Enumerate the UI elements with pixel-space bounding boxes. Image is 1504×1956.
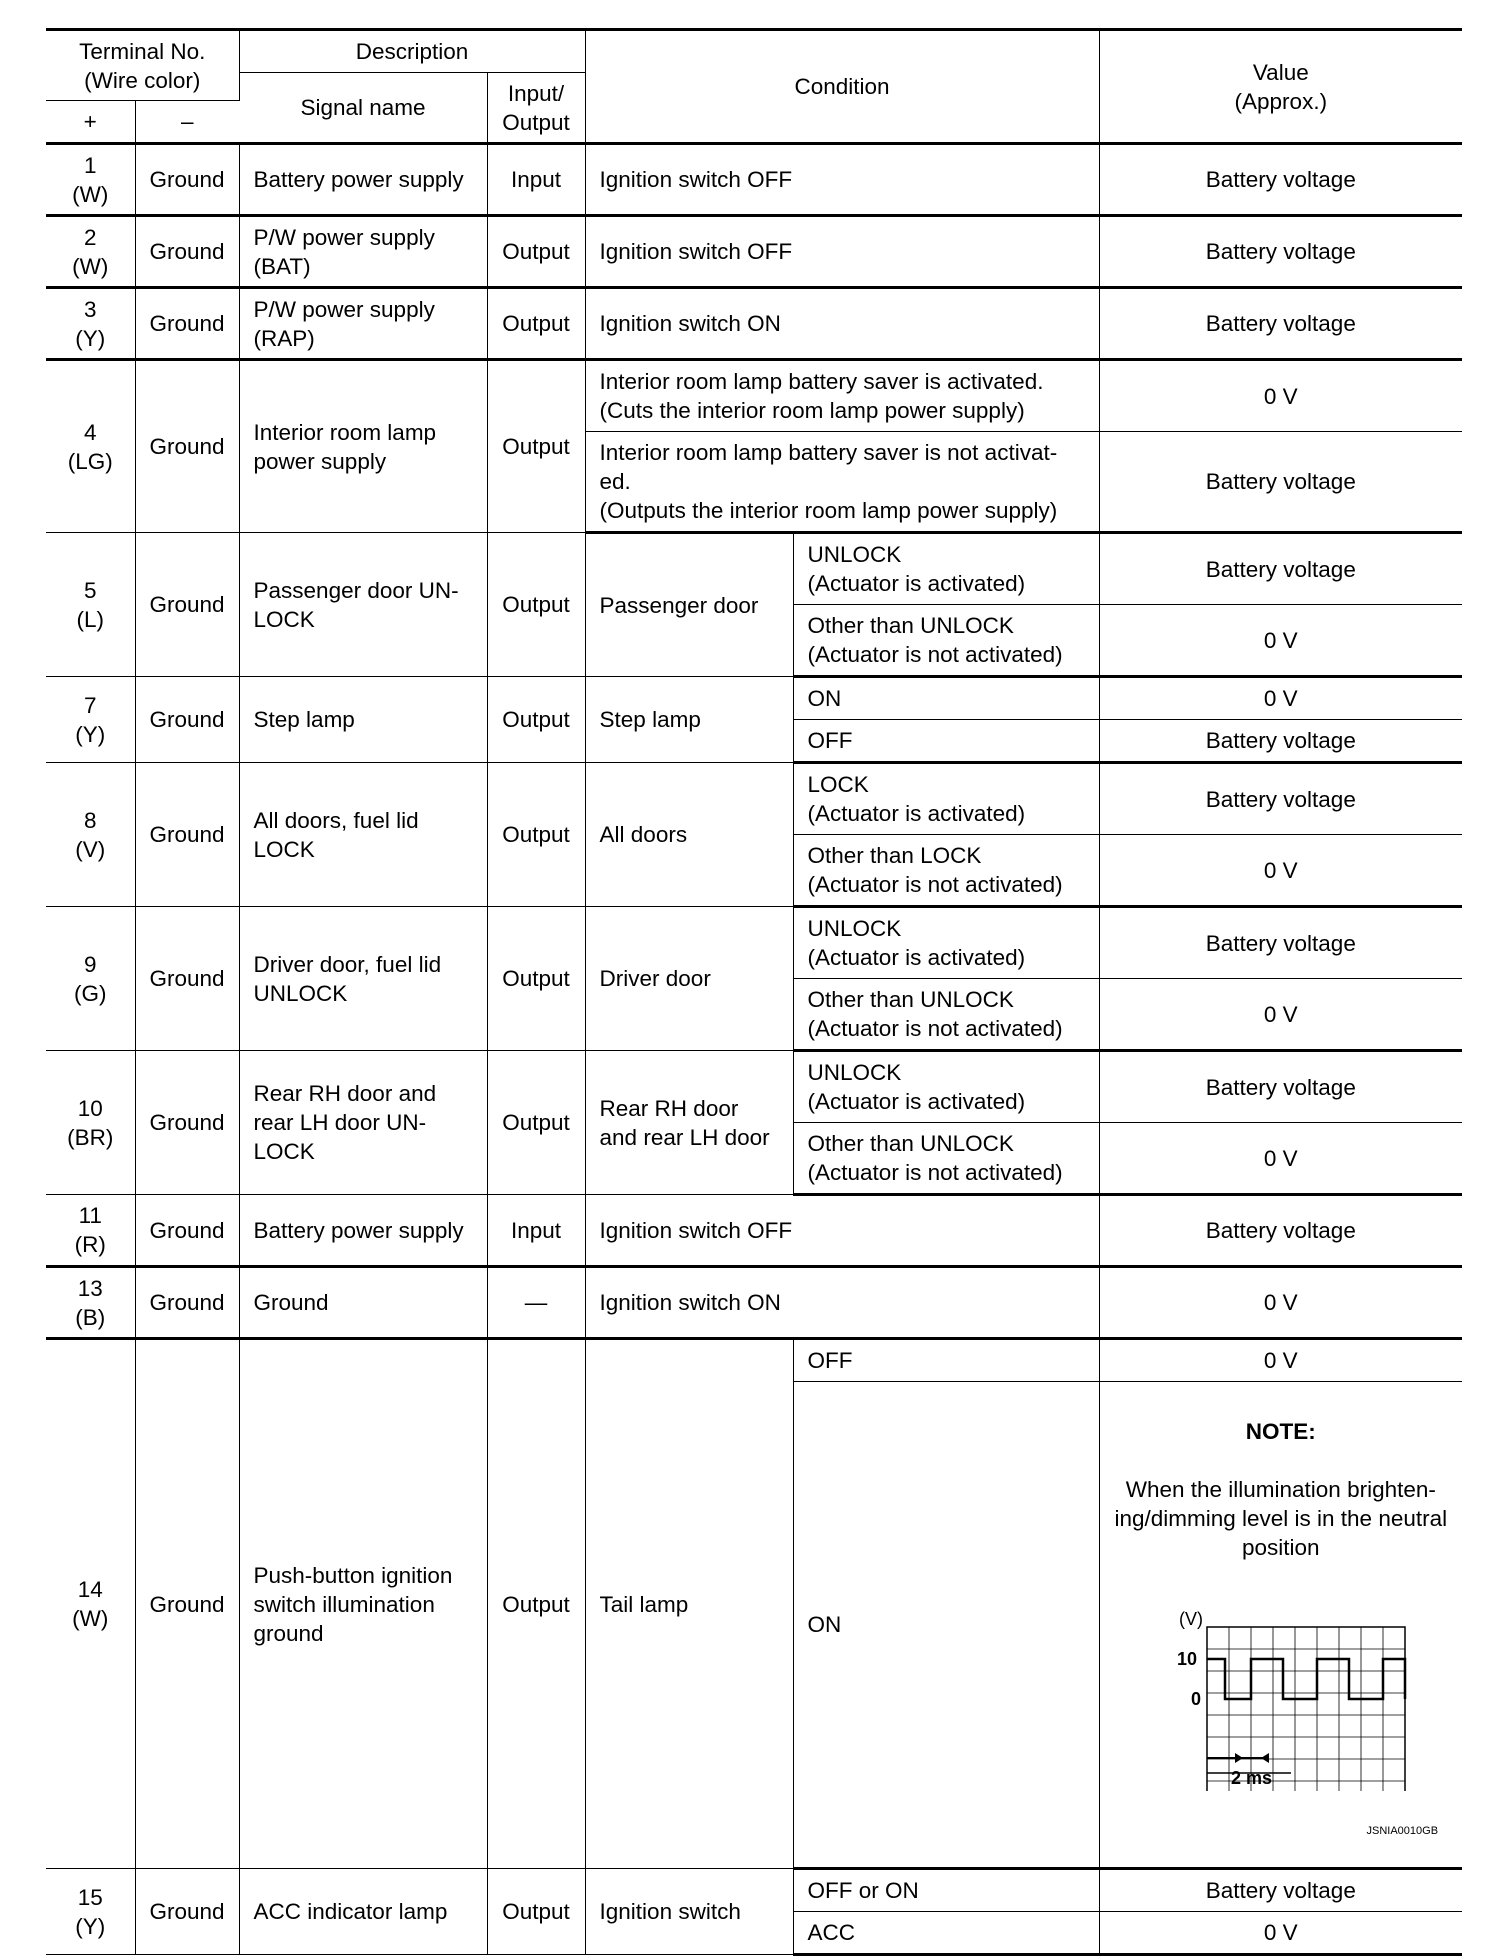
signal-name-cell: All doors, fuel lid LOCK [239,763,487,907]
terminal-cell: 10 (BR) [46,1051,135,1195]
value-cell: Battery voltage [1099,720,1462,763]
ground-cell: Ground [135,1195,239,1267]
table-row [46,1339,1462,1382]
ground-cell: Ground [135,533,239,677]
ground-cell: Ground [135,1339,239,1869]
value-cell: Battery voltage [1099,1051,1462,1123]
signal-name-cell: P/W power supply (BAT) [239,216,487,288]
ground-cell: Ground [135,1869,239,1955]
terminal-cell: 7 (Y) [46,677,135,763]
signal-name-cell: Battery power supply [239,144,487,216]
terminal-cell: 15 (Y) [46,1869,135,1955]
terminal-cell: 2 (W) [46,216,135,288]
condition-cell: Tail lamp [585,1339,793,1869]
condition-state-cell: UNLOCK (Actuator is activated) [793,907,1099,979]
value-cell: Battery voltage [1099,1869,1462,1912]
table-row [46,1869,1462,1912]
condition-state-cell: Other than UNLOCK (Actuator is not activated) [793,1123,1099,1195]
condition-state-cell: ON [793,1382,1099,1869]
value-cell: Battery voltage [1099,432,1462,533]
ground-cell: Ground [135,763,239,907]
signal-name-cell: Interior room lamp power supply [239,360,487,533]
signal-name-cell: ACC indicator lamp [239,1869,487,1955]
terminal-cell: 1 (W) [46,144,135,216]
ground-cell: Ground [135,360,239,533]
value-cell: 0 V [1099,677,1462,720]
condition-cell: Interior room lamp battery saver is not activat- ed. (Outputs the interior room lamp power supply) [585,432,1099,533]
io-cell: Output [487,360,585,533]
header-condition: Condition [585,30,1099,144]
value-cell: Battery voltage [1099,533,1462,605]
table-row [46,763,1462,835]
condition-cell: Step lamp [585,677,793,763]
condition-state-cell: OFF [793,720,1099,763]
value-cell: 0 V [1099,1267,1462,1339]
terminal-cell: 3 (Y) [46,288,135,360]
table-row [46,216,1462,288]
value-cell: Battery voltage [1099,216,1462,288]
condition-cell: Ignition switch ON [585,288,1099,360]
signal-name-cell: Battery power supply [239,1195,487,1267]
condition-state-cell: Other than UNLOCK (Actuator is not activated) [793,979,1099,1051]
terminal-spec-table [46,28,1462,1956]
ground-cell: Ground [135,144,239,216]
condition-cell: Ignition switch ON [585,1267,1099,1339]
condition-state-cell: OFF or ON [793,1869,1099,1912]
signal-name-cell: Step lamp [239,677,487,763]
terminal-cell: 14 (W) [46,1339,135,1869]
figure-id: JSNIA0010GB [1366,1825,1439,1837]
value-cell: 0 V [1099,1123,1462,1195]
condition-cell: All doors [585,763,793,907]
io-cell: — [487,1267,585,1339]
terminal-cell: 13 (B) [46,1267,135,1339]
io-cell: Output [487,1869,585,1955]
table-row [46,677,1462,720]
condition-state-cell: Other than UNLOCK (Actuator is not activated) [793,605,1099,677]
io-cell: Output [487,907,585,1051]
header-signal-name: Signal name [239,73,487,144]
condition-cell: Ignition switch OFF [585,216,1099,288]
oscilloscope-waveform-figure [1151,1601,1411,1791]
condition-cell: Ignition switch OFF [585,1195,1099,1267]
io-cell: Output [487,216,585,288]
io-cell: Output [487,1339,585,1869]
header-terminal-no: Terminal No. (Wire color) [46,30,239,101]
note-title: NOTE: [1245,1419,1316,1444]
io-cell: Input [487,144,585,216]
condition-cell: Interior room lamp battery saver is activated. (Cuts the interior room lamp power supply) [585,360,1099,432]
scope-y-low-label: 0 [1190,1689,1201,1709]
table-row [46,360,1462,432]
io-cell: Output [487,677,585,763]
condition-state-cell: LOCK (Actuator is activated) [793,763,1099,835]
ground-cell: Ground [135,216,239,288]
table-row [46,144,1462,216]
io-cell: Output [487,1051,585,1195]
value-cell: 0 V [1099,605,1462,677]
header-description: Description [239,30,585,73]
terminal-cell: 5 (L) [46,533,135,677]
scope-time-div-label: 2 ms [1230,1768,1272,1788]
condition-state-cell: OFF [793,1339,1099,1382]
condition-cell: Ignition switch OFF [585,144,1099,216]
io-cell: Output [487,533,585,677]
ground-cell: Ground [135,1267,239,1339]
table-row [46,1267,1462,1339]
value-cell: Battery voltage [1099,144,1462,216]
signal-name-cell: P/W power supply (RAP) [239,288,487,360]
io-cell: Input [487,1195,585,1267]
value-cell: 0 V [1099,835,1462,907]
condition-state-cell: ACC [793,1912,1099,1955]
condition-cell: Rear RH door and rear LH door [585,1051,793,1195]
condition-state-cell: UNLOCK (Actuator is activated) [793,533,1099,605]
value-cell: 0 V [1099,1912,1462,1955]
table-row [46,1051,1462,1123]
scope-y-high-label: 10 [1176,1649,1197,1669]
header-plus: + [46,101,135,144]
ground-cell: Ground [135,907,239,1051]
signal-name-cell: Ground [239,1267,487,1339]
table-row [46,907,1462,979]
signal-name-cell: Passenger door UN- LOCK [239,533,487,677]
condition-state-cell: UNLOCK (Actuator is activated) [793,1051,1099,1123]
value-cell: Battery voltage [1099,763,1462,835]
condition-cell: Driver door [585,907,793,1051]
ground-cell: Ground [135,288,239,360]
note-text: When the illumination brighten- ing/dimming level is in the neutral position [1114,1477,1448,1560]
value-cell: 0 V [1099,979,1462,1051]
signal-name-cell: Push-button ignition switch illumination ground [239,1339,487,1869]
value-cell-note [1099,1382,1462,1869]
terminal-cell: 11 (R) [46,1195,135,1267]
condition-state-cell: Other than LOCK (Actuator is not activated) [793,835,1099,907]
table-row [46,288,1462,360]
value-cell: Battery voltage [1099,907,1462,979]
table-row [46,533,1462,605]
terminal-cell: 9 (G) [46,907,135,1051]
value-cell: Battery voltage [1099,288,1462,360]
header-minus: – [135,101,239,144]
table-row [46,1195,1462,1267]
ground-cell: Ground [135,677,239,763]
scope-grid [1207,1627,1405,1791]
value-cell: 0 V [1099,1339,1462,1382]
value-cell: Battery voltage [1099,1195,1462,1267]
header-input-output: Input/ Output [487,73,585,144]
scope-unit-label: (V) [1178,1609,1203,1629]
terminal-cell: 8 (V) [46,763,135,907]
value-cell: 0 V [1099,360,1462,432]
header-value: Value (Approx.) [1099,30,1462,144]
signal-name-cell: Rear RH door and rear LH door UN- LOCK [239,1051,487,1195]
ground-cell: Ground [135,1051,239,1195]
condition-state-cell: ON [793,677,1099,720]
condition-cell: Ignition switch [585,1869,793,1955]
io-cell: Output [487,288,585,360]
io-cell: Output [487,763,585,907]
condition-cell: Passenger door [585,533,793,677]
signal-name-cell: Driver door, fuel lid UNLOCK [239,907,487,1051]
terminal-cell: 4 (LG) [46,360,135,533]
